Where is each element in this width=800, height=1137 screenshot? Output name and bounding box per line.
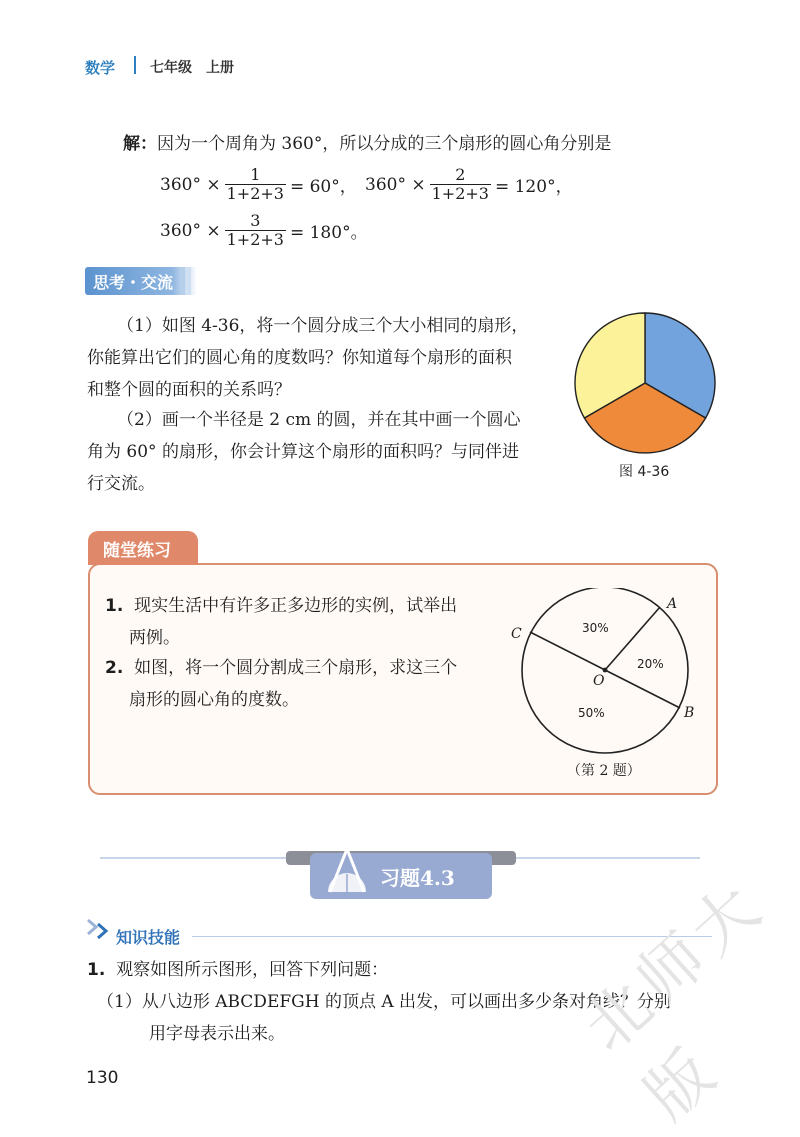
think-p2-line-3: 行交流。 <box>87 474 155 494</box>
practice-circle-figure <box>500 588 700 758</box>
double-chevron-icon <box>86 918 116 940</box>
label-A: A <box>667 596 678 612</box>
eq2-lead: 360° × <box>365 174 426 195</box>
eq1-lead: 360° × <box>160 174 221 195</box>
page-number: 130 <box>86 1068 119 1088</box>
exercise-q1-text: 观察如图所示图形，回答下列问题： <box>116 960 389 980</box>
label-O: O <box>593 673 605 689</box>
think-p1-line-1: （1）如图 4-36，将一个圆分成三个大小相同的扇形， <box>117 316 529 336</box>
eq1-denominator: 1+2+3 <box>226 184 284 203</box>
practice-figure-caption: （第 2 题） <box>567 763 641 779</box>
section-label-skills: 知识技能 <box>116 928 181 947</box>
think-tag-label: 思考・交流 <box>93 273 174 292</box>
eq1-fraction <box>225 166 286 203</box>
eq1-result: = 60°， <box>289 177 357 197</box>
eq2-numerator: 2 <box>455 165 466 184</box>
eq2-result: = 120°， <box>494 177 573 197</box>
figure-4-36-caption: 图 4-36 <box>619 464 670 480</box>
think-p2-line-2: 角为 60° 的扇形，你会计算这个扇形的面积吗？与同伴进 <box>87 442 519 462</box>
solution-intro-line <box>123 128 611 160</box>
center-point-O <box>603 668 608 673</box>
practice-question-2 <box>105 652 505 716</box>
compass-protractor-icon <box>322 840 372 898</box>
sector-label-50: 50% <box>578 706 605 720</box>
think-p1-line-2: 你能算出它们的圆心角的度数吗？你知道每个扇形的面积 <box>87 348 512 368</box>
eq3-lead: 360° × <box>160 220 221 241</box>
eq3-result: = 180°。 <box>289 223 368 243</box>
exercise-q1-sub-line-1: （1）从八边形 ABCDEFGH 的顶点 A 出发，可以画出多少条对角线？分别 <box>97 992 672 1012</box>
equation-2 <box>365 166 573 203</box>
solution-intro: 因为一个周角为 360°，所以分成的三个扇形的圆心角分别是 <box>157 134 612 154</box>
figure-4-36-pie <box>572 310 718 456</box>
practice-q1-line-1: 现实生活中有许多正多边形的实例，试举出 <box>134 596 458 616</box>
think-p1-line-3: 和整个圆的面积的关系吗？ <box>87 380 291 400</box>
exercise-q1-sub-line-2: 用字母表示出来。 <box>149 1024 285 1044</box>
label-B: B <box>684 705 695 721</box>
practice-q2-line-1: 如图，将一个圆分割成三个扇形，求这三个 <box>134 658 458 678</box>
exercise-banner-label: 习题4.3 <box>380 866 455 890</box>
eq2-denominator: 1+2+3 <box>431 184 489 203</box>
sector-label-20: 20% <box>637 657 664 671</box>
practice-q1-number: 1. <box>105 596 124 616</box>
eq2-fraction <box>430 166 491 203</box>
practice-question-1 <box>105 590 505 654</box>
sector-label-30: 30% <box>582 621 609 635</box>
think-paragraph-2 <box>87 404 567 500</box>
equation-3 <box>160 212 368 249</box>
practice-q2-line-2: 扇形的圆心角的度数。 <box>129 690 299 710</box>
think-paragraph-1 <box>87 310 567 406</box>
practice-q1-line-2: 两例。 <box>129 628 180 648</box>
publisher-watermark: 北师大版 <box>570 866 781 1135</box>
practice-label: 随堂练习 <box>103 541 171 561</box>
header-grade: 七年级 上册 <box>150 60 234 76</box>
equation-1 <box>160 166 357 203</box>
think-p2-line-1: （2）画一个半径是 2 cm 的圆，并在其中画一个圆心 <box>117 410 521 430</box>
eq3-denominator: 1+2+3 <box>226 230 284 249</box>
practice-q2-number: 2. <box>105 658 124 678</box>
exercise-q1-number: 1. <box>87 960 106 980</box>
eq3-fraction <box>225 212 286 249</box>
header-separator <box>134 56 136 74</box>
solution-label: 解： <box>123 134 157 154</box>
eq1-numerator: 1 <box>250 165 261 184</box>
header-subject: 数学 <box>85 59 116 77</box>
eq3-numerator: 3 <box>250 211 261 230</box>
label-C: C <box>511 626 522 642</box>
